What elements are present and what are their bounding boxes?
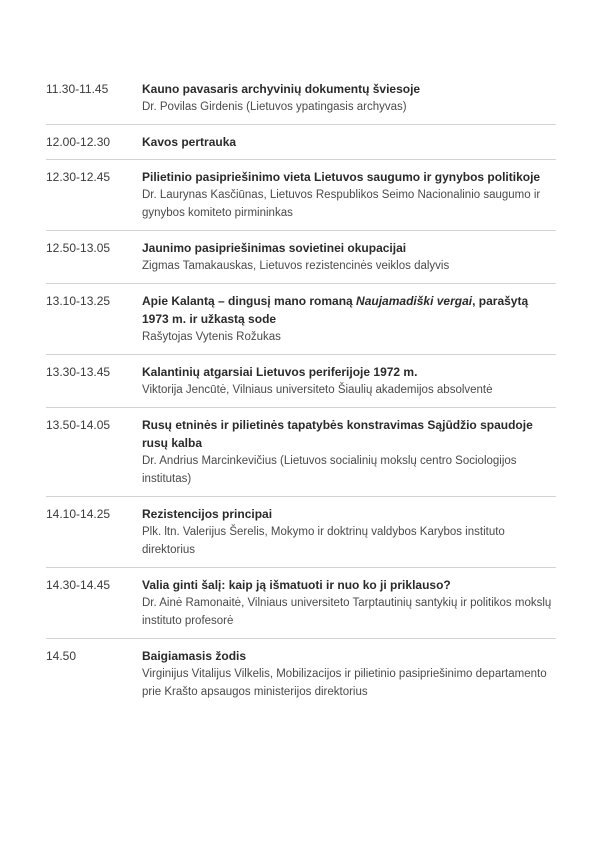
item-title: Kavos pertrauka: [142, 135, 237, 149]
item-title-part: Apie Kalantą – dingusį mano romaną: [142, 294, 357, 308]
time-slot: 14.30-14.45: [46, 578, 111, 592]
schedule-item: [46, 239, 556, 275]
schedule-item: [46, 363, 556, 399]
time-slot: 12.30-12.45: [46, 170, 111, 184]
item-speaker: Dr. Andrius Marcinkevičius (Lietuvos socialinių mokslų centro Sociologijos institutas): [142, 455, 517, 485]
item-title: [142, 292, 556, 328]
item-content: [142, 416, 556, 488]
time-slot: 13.30-13.45: [46, 365, 111, 379]
item-title: Pilietinio pasipriešinimo vieta Lietuvos saugumo ir gynybos politikoje: [142, 170, 541, 184]
divider: [46, 283, 556, 284]
time-slot: 11.30-11.45: [46, 82, 109, 96]
item-speaker: Zigmas Tamakauskas, Lietuvos rezistencinės veiklos dalyvis: [142, 260, 450, 272]
item-title: Valia ginti šalį: kaip ją išmatuoti ir nuo ko ji priklauso?: [142, 578, 451, 592]
item-speaker: Dr. Povilas Girdenis (Lietuvos ypatingasis archyvas): [142, 101, 407, 113]
time-slot: 14.10-14.25: [46, 507, 111, 521]
program-schedule: [46, 80, 556, 701]
divider: [46, 567, 556, 568]
time-slot: 13.50-14.05: [46, 418, 111, 432]
time-slot: 12.50-13.05: [46, 241, 111, 255]
divider: [46, 638, 556, 639]
item-content: [142, 80, 556, 116]
item-content: [142, 647, 556, 701]
item-speaker: Rašytojas Vytenis Rožukas: [142, 331, 281, 343]
schedule-item: [46, 80, 556, 116]
item-title: Rezistencijos principai: [142, 507, 273, 521]
divider: [46, 496, 556, 497]
schedule-item: [46, 505, 556, 559]
schedule-item: [46, 133, 556, 151]
item-content: [142, 576, 556, 630]
item-speaker: Viktorija Jencūtė, Vilniaus universiteto Šiaulių akademijos absolventė: [142, 384, 493, 396]
time-slot: 12.00-12.30: [46, 135, 111, 149]
item-speaker: Plk. ltn. Valerijus Šerelis, Mokymo ir doktrinų valdybos Karybos instituto direktorius: [142, 526, 505, 556]
item-title: Kauno pavasaris archyvinių dokumentų šviesoje: [142, 82, 421, 96]
item-title: Kalantinių atgarsiai Lietuvos periferijoje 1972 m.: [142, 365, 418, 379]
schedule-item: [46, 168, 556, 222]
schedule-item: [46, 647, 556, 701]
item-speaker: Virginijus Vitalijus Vilkelis, Mobilizacijos ir pilietinio pasipriešinimo departamento prie Krašto apsaugos ministerijos direktorius: [142, 668, 547, 698]
item-content: [142, 239, 556, 275]
item-title: Rusų etninės ir pilietinės tapatybės konstravimas Sąjūdžio spaudoje rusų kalba: [142, 418, 533, 450]
divider: [46, 407, 556, 408]
time-slot: 13.10-13.25: [46, 294, 111, 308]
item-content: [142, 292, 556, 346]
item-content: [142, 133, 556, 151]
divider: [46, 159, 556, 160]
book-title: Naujamadiški vergai: [356, 294, 473, 308]
time-slot: 14.50: [46, 649, 77, 663]
schedule-item: [46, 576, 556, 630]
item-content: [142, 505, 556, 559]
item-title-part: , parašytą 1973 m. ir užkastą sode: [142, 294, 529, 326]
item-title: Baigiamasis žodis: [142, 649, 247, 663]
item-content: [142, 168, 556, 222]
divider: [46, 354, 556, 355]
divider: [46, 230, 556, 231]
schedule-item: [46, 416, 556, 488]
item-speaker: Dr. Ainė Ramonaitė, Vilniaus universiteto Tarptautinių santykių ir politikos mokslų instituto profesorė: [142, 597, 552, 627]
divider: [46, 124, 556, 125]
item-content: [142, 363, 556, 399]
schedule-item: [46, 292, 556, 346]
item-title: Jaunimo pasipriešinimas sovietinei okupacijai: [142, 241, 407, 255]
item-speaker: Dr. Laurynas Kasčiūnas, Lietuvos Respublikos Seimo Nacionalinio saugumo ir gynybos komiteto pirmininkas: [142, 189, 541, 219]
